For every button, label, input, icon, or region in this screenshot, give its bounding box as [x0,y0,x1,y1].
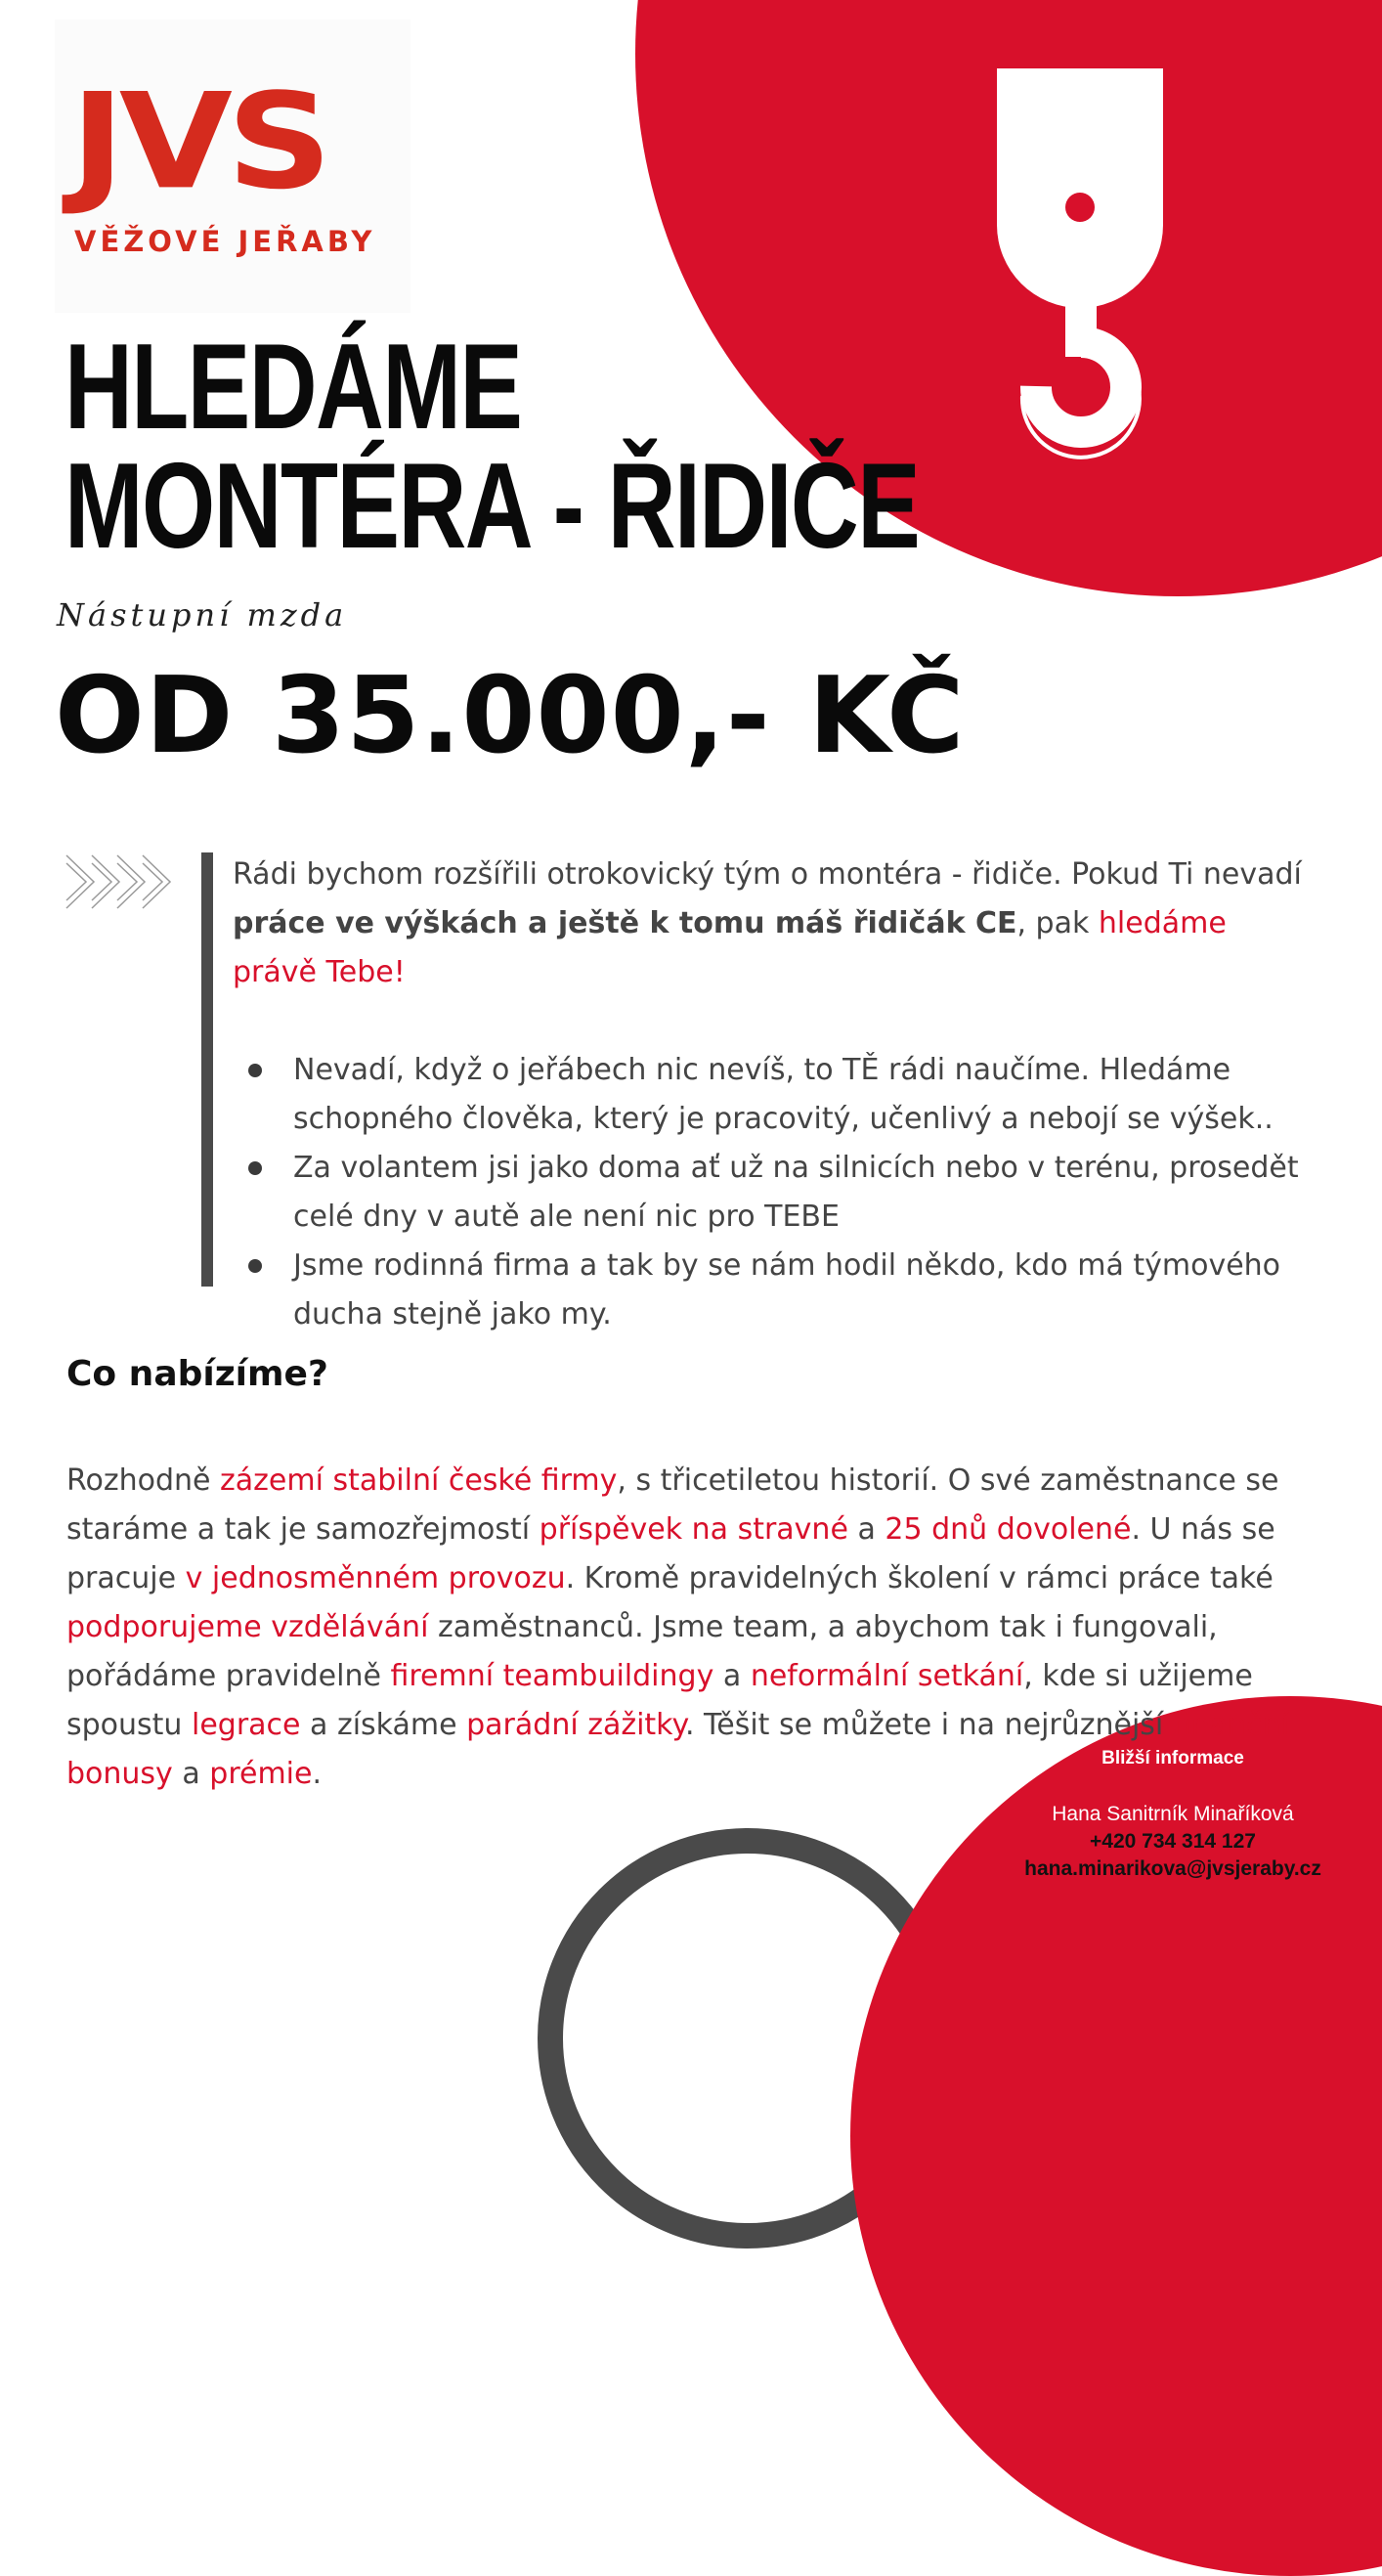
page-title [65,320,920,574]
offer-heading: Co nabízíme? [66,1354,328,1394]
contact-block [997,1748,1349,1881]
requirements-list [233,1046,1347,1339]
list-item: Jsme rodinná firma a tak by se nám hodil někdo, kdo má týmového ducha stejně jako my. [233,1242,1347,1339]
chevrons-icon [65,853,174,910]
brand-subtitle: VĚŽOVÉ JEŘABY [74,225,376,258]
contact-phone[interactable]: +420 734 314 127 [1090,1830,1256,1853]
crane-hook-icon [987,59,1183,469]
list-item: Nevadí, když o jeřábech nic nevíš, to TĚ rádi naučíme. Hledáme schopného člověka, který je pracovitý, učenlivý a nebojí se výšek.. [233,1046,1347,1144]
quote-bar [201,852,213,1287]
brand-logo: JVS [70,65,326,219]
headline-line-1: HLEDÁME [65,320,522,455]
contact-email[interactable]: hana.minarikova@jvsjeraby.cz [1024,1857,1321,1880]
contact-title: Bližší informace [1101,1748,1244,1768]
offer-paragraph: Rozhodně zázemí stabilní české firmy, s třicetiletou historií. O své zaměstnance se staráme a tak je samozřejmostí příspěvek na stravné a 25 dnů dovolené. U nás se pracuje v jednosměnném provozu. Kromě pravidelných školení v rámci práce také podporujeme vzdělávání zaměstnanců. Jsme team, a abychom tak i fungovali, pořádáme pravidelně firemní teambuildingy a neformální setkání, kde si užijeme spoustu legrace a získáme parádní zážitky. Těšit se můžete i na nejrůznější finanční bonusy a prémie. [66,1463,1289,1791]
contact-name: Hana Sanitrník Minaříková [1052,1803,1294,1825]
headline-line-2: MONTÉRA - ŘIDIČE [65,439,920,574]
salary-label: Nástupní mzda [57,596,348,633]
salary-value: OD 35.000,- KČ [55,655,966,777]
list-item: Za volantem jsi jako doma ať už na silnicích nebo v terénu, prosedět celé dny v autě ale není nic pro TEBE [233,1144,1347,1242]
intro-paragraph: Rádi bychom rozšířili otrokovický tým o montéra - řidiče. Pokud Ti nevadí práce ve výškách a ještě k tomu máš řidičák CE, pak hledáme právě Tebe! [233,857,1302,989]
